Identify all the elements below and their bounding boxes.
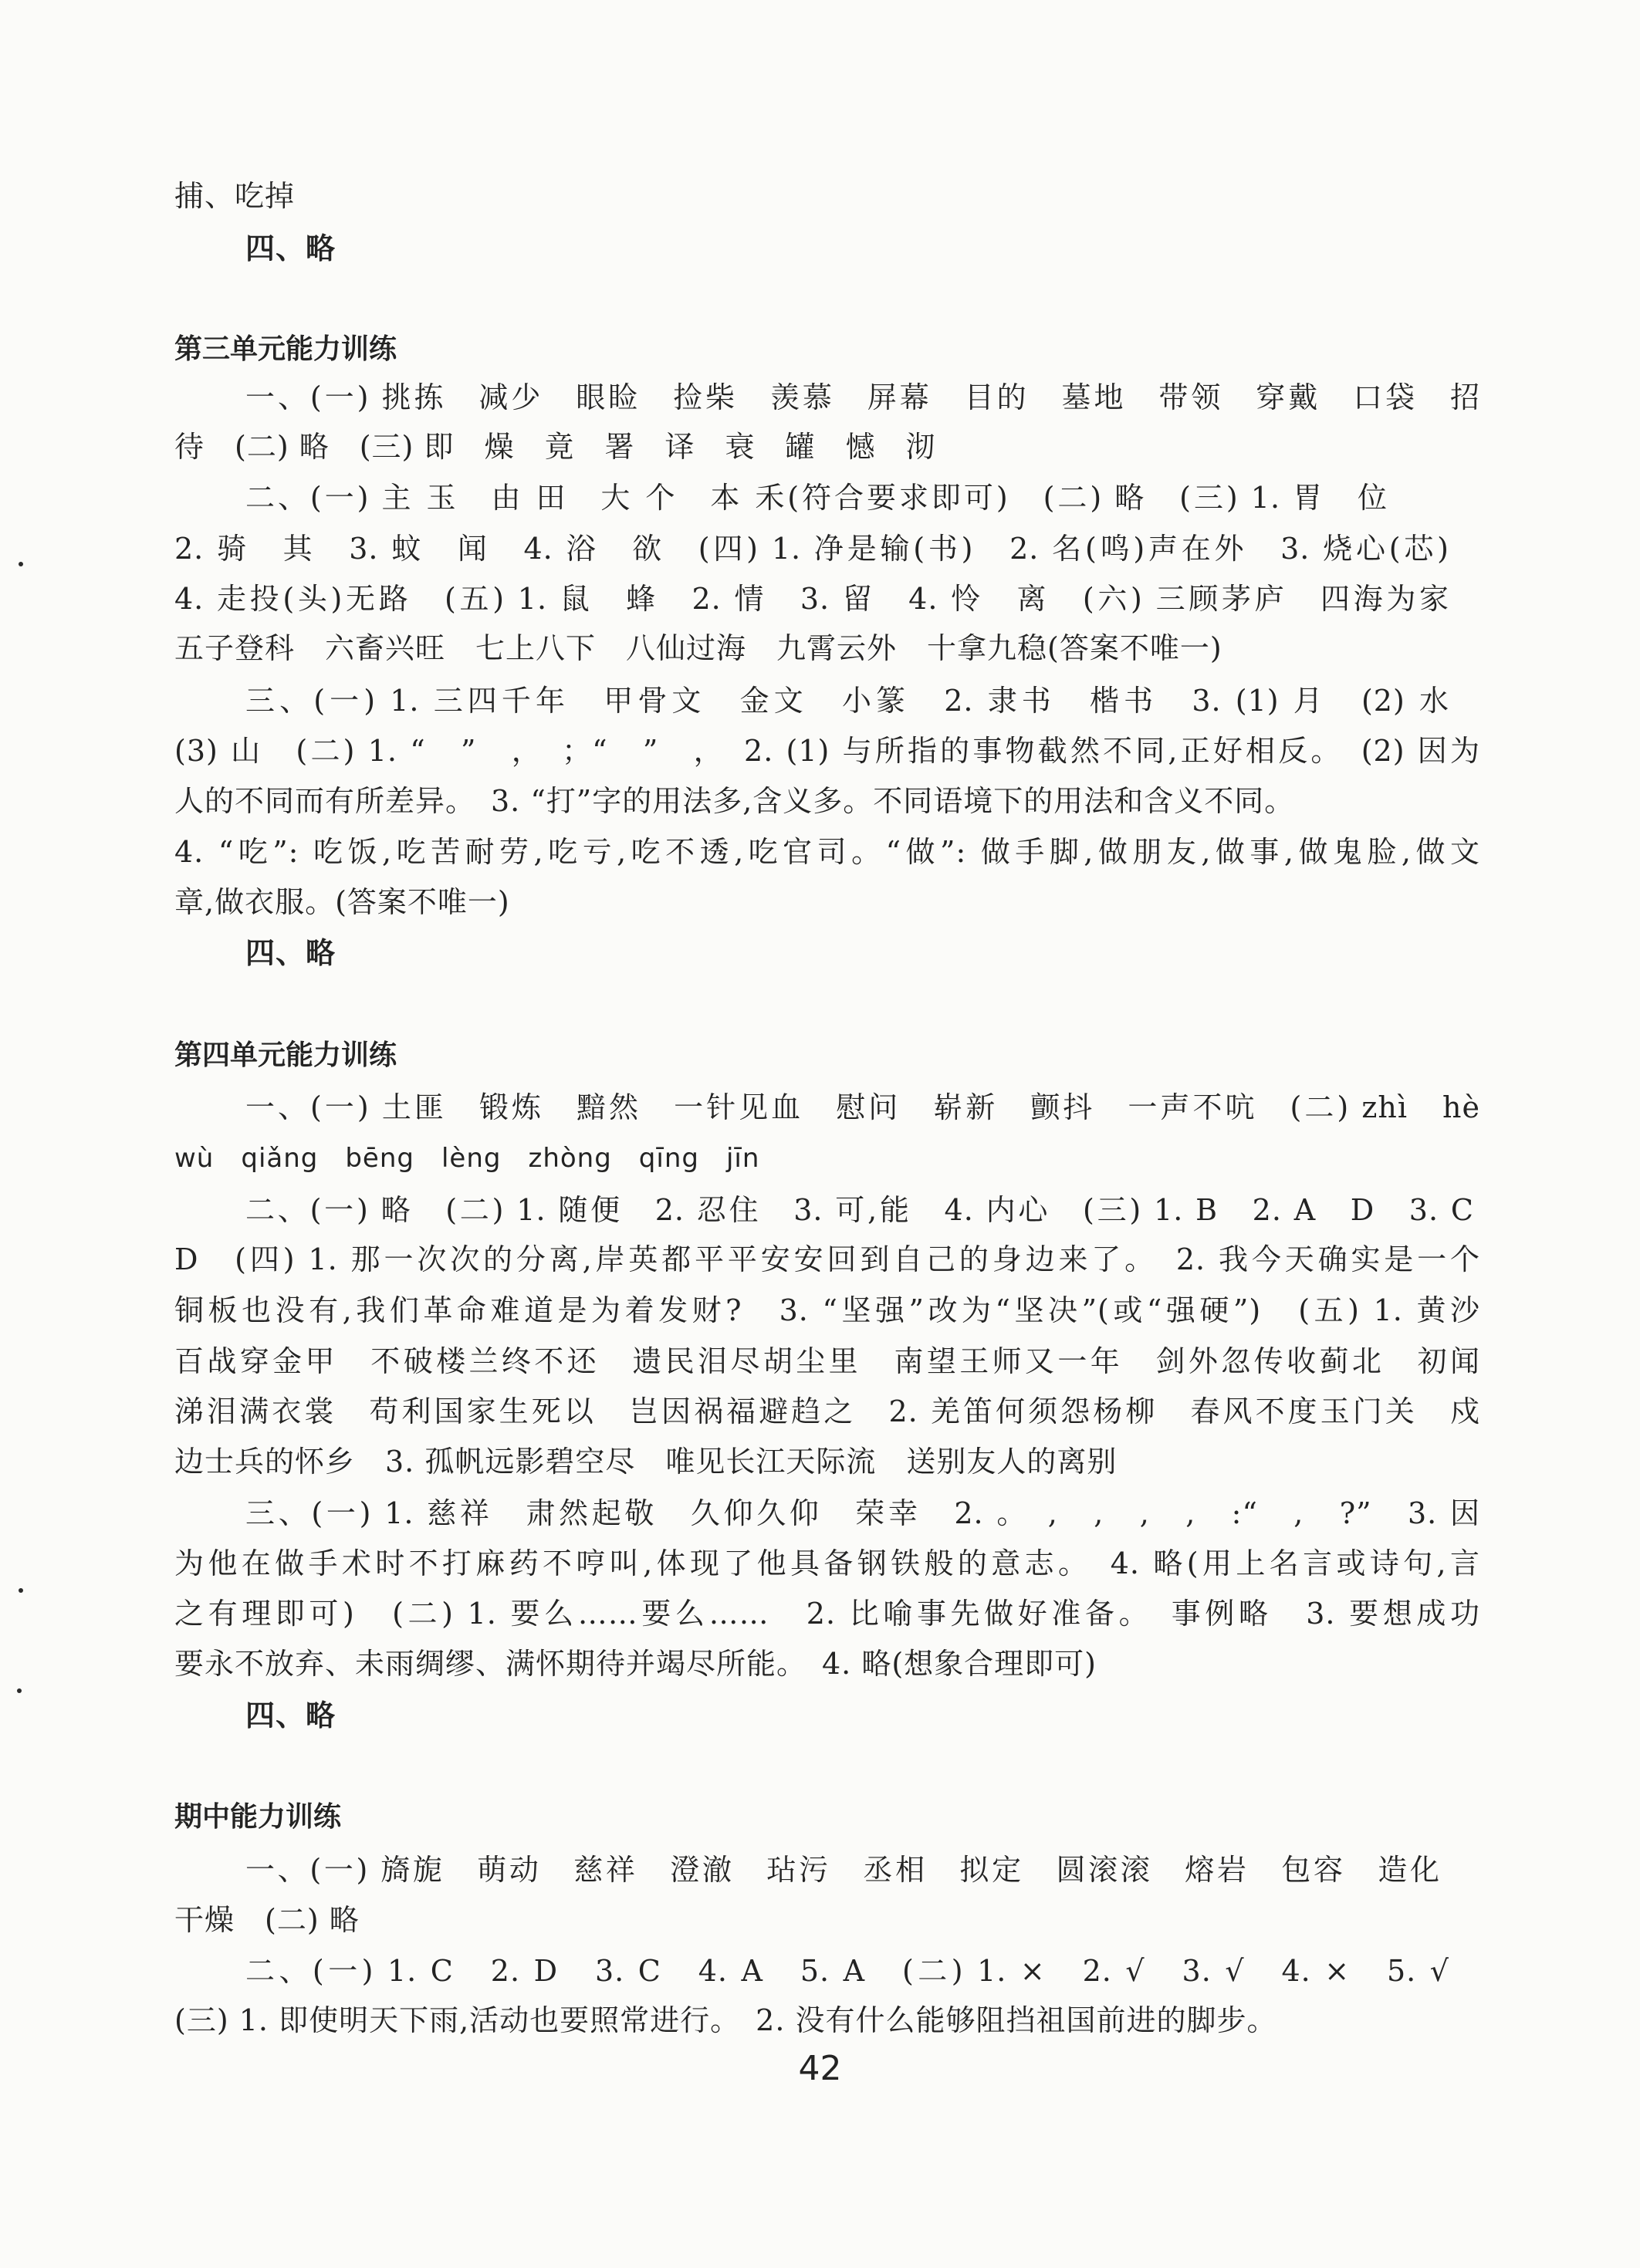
unit4-line: 四、略	[245, 1698, 336, 1732]
unit3-line: 待 (二) 略 (三) 即 燥 竟 署 译 衰 罐 憾 沏	[174, 430, 936, 464]
unit3-line: 三、(一) 1. 三四千年 甲骨文 金文 小篆 2. 隶书 楷书 3. (1) 月 (2) 水	[245, 684, 1449, 718]
continued-text: 捕、吃掉	[174, 179, 296, 213]
unit3-line: 4. “吃”: 吃饭,吃苦耐劳,吃亏,吃不透,吃官司。“做”: 做手脚,做朋友,做事,做鬼脸,做文	[174, 835, 1480, 869]
midterm-line: 一、(一) 旖旎 萌动 慈祥 澄澈 玷污 丞相 拟定 圆滚滚 熔岩 包容 造化	[245, 1853, 1440, 1887]
unit4-line: 一、(一) 土匪 锻炼 黯然 一针见血 慰问 崭新 颤抖 一声不吭 (二) zhì hè	[245, 1090, 1480, 1124]
unit3-line: 人的不同而有所差异。 3. “打”字的用法多,含义多。不同语境下的用法和含义不同。	[174, 784, 1295, 818]
unit3-line: 五子登科 六畜兴旺 七上八下 八仙过海 九霄云外 十拿九稳(答案不唯一)	[174, 631, 1222, 665]
unit4-line: D (四) 1. 那一次次的分离,岸英都平平安安回到自己的身边来了。 2. 我今天确实是一个	[174, 1242, 1480, 1276]
unit4-line: 要永不放弃、未雨绸缪、满怀期待并竭尽所能。 4. 略(想象合理即可)	[174, 1647, 1097, 1681]
margin-dot	[19, 1588, 23, 1593]
unit4-line: 三、(一) 1. 慈祥 肃然起敬 久仰久仰 荣幸 2. 。 , , , , :“ , ?” 3. 因	[245, 1496, 1480, 1530]
unit4-title: 第四单元能力训练	[174, 1039, 397, 1071]
unit4-line: 边士兵的怀乡 3. 孤帆远影碧空尽 唯见长江天际流 送别友人的离别	[174, 1445, 1118, 1479]
midterm-title: 期中能力训练	[174, 1801, 342, 1833]
unit3-line: 二、(一) 主 玉 由 田 大 个 本 禾(符合要求即可) (二) 略 (三) 1. 胃 位	[245, 481, 1388, 515]
unit4-line: 涕泪满衣裳 苟利国家生死以 岂因祸福避趋之 2. 羌笛何须怨杨柳 春风不度玉门关 戍	[174, 1394, 1480, 1428]
unit4-line: 铜板也没有,我们革命难道是为着发财? 3. “坚强”改为“坚决”(或“强硬”) (五) 1. 黄沙	[174, 1293, 1480, 1327]
unit3-title: 第三单元能力训练	[174, 333, 397, 365]
unit4-line: 之有理即可) (二) 1. 要么……要么…… 2. 比喻事先做好准备。 事例略 3. 要想成功	[174, 1597, 1480, 1631]
midterm-line: (三) 1. 即使明天下雨,活动也要照常进行。 2. 没有什么能够阻挡祖国前进的脚步。	[174, 2003, 1277, 2037]
midterm-line: 干燥 (二) 略	[174, 1903, 360, 1937]
unit3-line: (3) 山 (二) 1. “ ” ， ；“ ” ， 2. (1) 与所指的事物截然不同,正好相反。 (2) 因为	[174, 734, 1480, 768]
unit4-line: 百战穿金甲 不破楼兰终不还 遗民泪尽胡尘里 南望王师又一年 剑外忽传收蓟北 初闻	[174, 1344, 1480, 1378]
unit3-line: 章,做衣服。(答案不唯一)	[174, 885, 510, 919]
unit4-line: 为他在做手术时不打麻药不哼叫,体现了他具备钢铁般的意志。 4. 略(用上名言或诗句,言	[174, 1546, 1480, 1580]
unit3-line: 一、(一) 挑拣 减少 眼睑 捡柴 羡慕 屏幕 目的 墓地 带领 穿戴 口袋 招	[245, 380, 1480, 414]
unit3-line: 4. 走投(头)无路 (五) 1. 鼠 蜂 2. 情 3. 留 4. 怜 离 (六) 三顾茅庐 四海为家	[174, 582, 1449, 616]
margin-dot	[17, 1688, 22, 1693]
page-number: 42	[798, 2049, 842, 2088]
midterm-line: 二、(一) 1. C 2. D 3. C 4. A 5. A (二) 1. × 2. √ 3. √ 4. × 5. √	[245, 1954, 1449, 1988]
section-four-label: 四、略	[245, 232, 336, 265]
unit3-line: 四、略	[245, 936, 336, 970]
unit3-line: 2. 骑 其 3. 蚊 闻 4. 浴 欲 (四) 1. 净是输(书) 2. 名(鸣)声在外 3. 烧心(芯)	[174, 532, 1449, 566]
unit4-line: 二、(一) 略 (二) 1. 随便 2. 忍住 3. 可,能 4. 内心 (三) 1. B 2. A D 3. C	[245, 1193, 1474, 1227]
margin-dot	[19, 562, 23, 566]
unit4-pinyin-line: wù qiǎng bēng lèng zhòng qīng jīn	[174, 1143, 760, 1174]
